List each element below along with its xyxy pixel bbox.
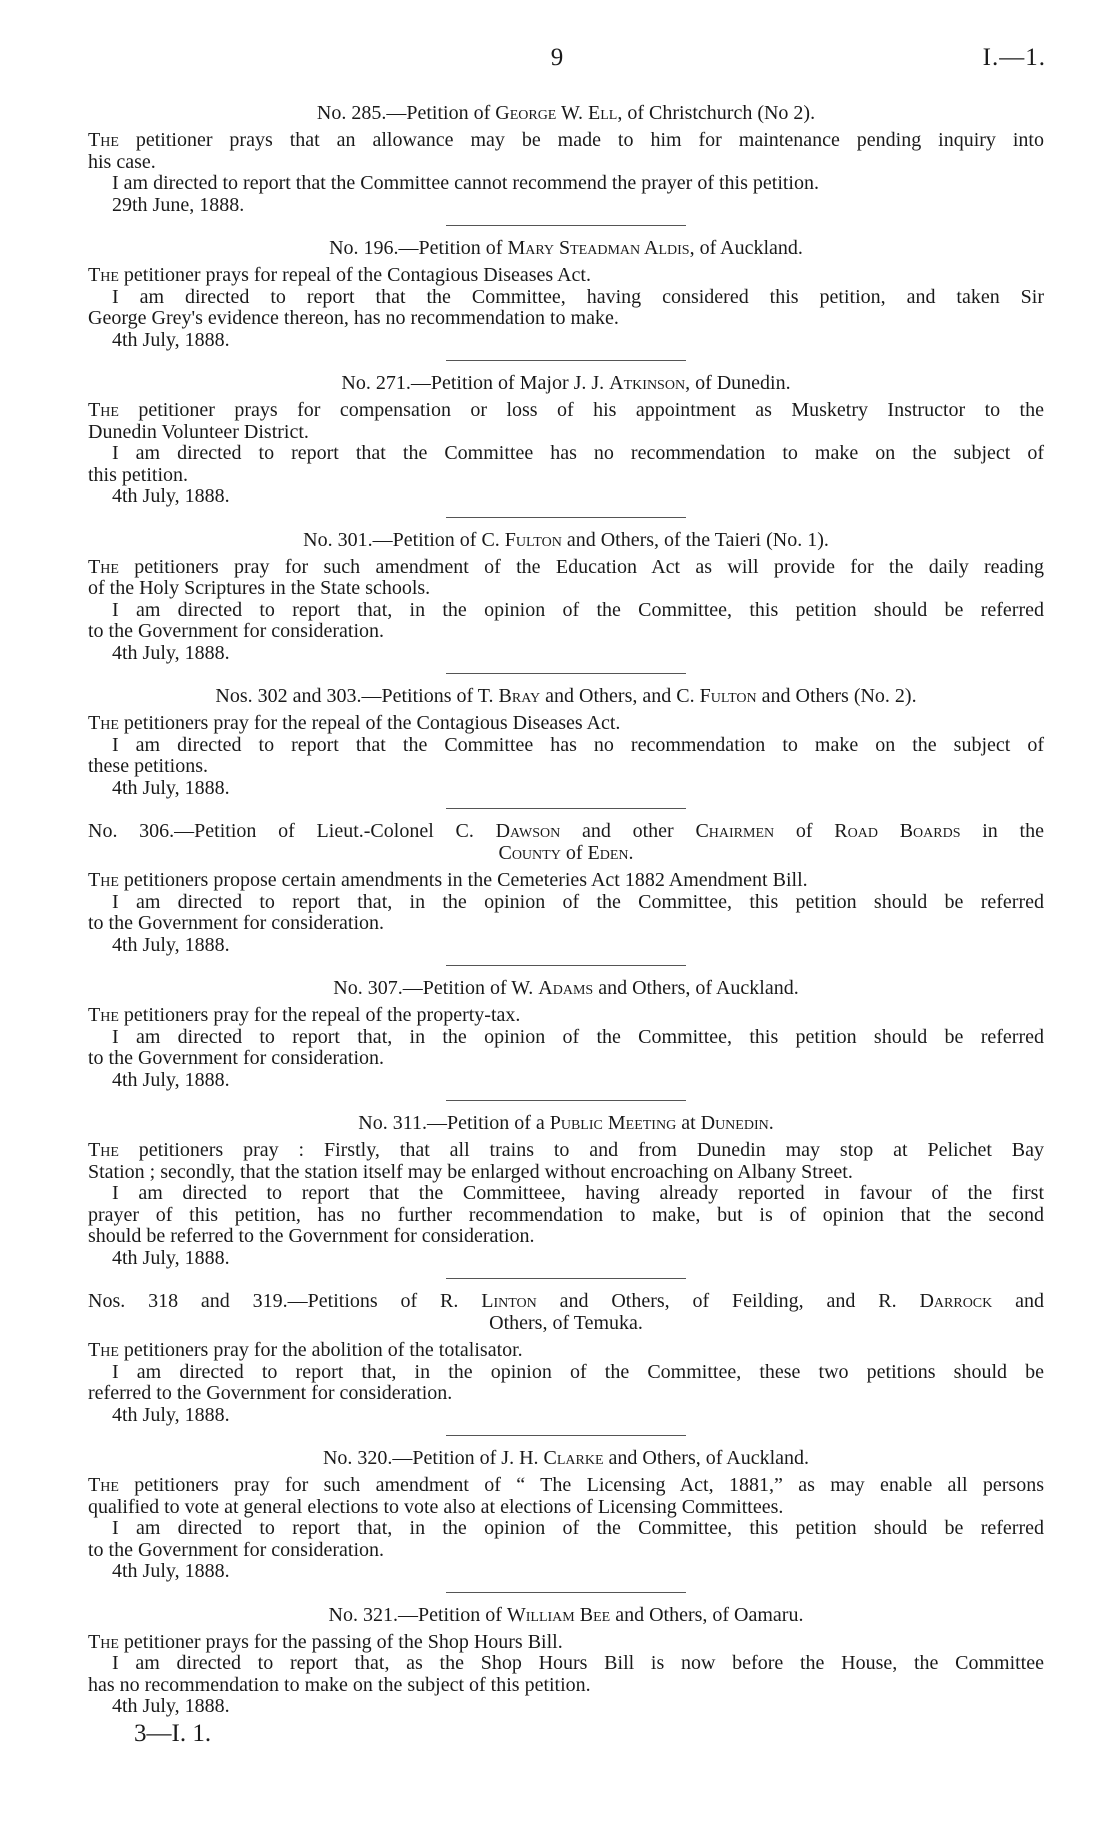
petitioner-name: Dawson <box>495 820 561 842</box>
heading-text: of <box>560 842 588 864</box>
petitioner-name: Dunedin <box>700 1112 769 1134</box>
heading-line <box>88 372 1044 394</box>
text-line <box>88 1497 1044 1519</box>
heading-line <box>88 1112 1044 1134</box>
petitioner-name: Clarke <box>543 1447 604 1469</box>
committee-report <box>88 173 1044 195</box>
heading-text: and Others (No. 2). <box>756 685 917 707</box>
lead-word: The <box>88 1474 119 1496</box>
line-text: I am directed to report that, as the Shop Hours Bill is now before the House, the Committee <box>112 1652 1044 1674</box>
heading-text: , of Dunedin. <box>685 372 791 394</box>
petition-section <box>88 372 1044 508</box>
petitioner-name: Fulton <box>699 685 757 707</box>
heading-line <box>88 1604 1044 1626</box>
heading-text: and Others, of Auckland. <box>603 1447 810 1469</box>
petition-list <box>88 102 1044 1718</box>
petition-heading <box>88 1112 1044 1134</box>
heading-text: and <box>992 1290 1044 1312</box>
text-line <box>88 422 1044 444</box>
text-line <box>88 1383 1044 1405</box>
report-date: 4th July, 1888. <box>112 1560 230 1582</box>
report-date: 29th June, 1888. <box>112 193 245 216</box>
report-date: 4th July, 1888. <box>112 776 230 799</box>
lead-word: The <box>88 264 119 286</box>
petition-heading <box>88 529 1044 551</box>
line-text: referred to the Government for consideration. <box>88 1382 453 1404</box>
text-line <box>88 600 1044 622</box>
text-line <box>88 1475 1044 1497</box>
petition-section <box>88 529 1044 665</box>
lead-word: The <box>88 712 119 734</box>
report-date: 4th July, 1888. <box>112 1068 230 1091</box>
section-divider <box>446 965 686 966</box>
line-text: I am directed to report that, in the opinion of the Committee, this petition should be referred <box>112 598 1044 621</box>
heading-line <box>88 842 1044 864</box>
petition-heading <box>88 1290 1044 1334</box>
section-divider <box>446 1100 686 1101</box>
text-line <box>88 1162 1044 1184</box>
petitioner-name: County <box>498 842 561 864</box>
line-text: to the Government for consideration. <box>88 1047 385 1069</box>
petition-section <box>88 977 1044 1091</box>
heading-text: and Others, of the Taieri (No. 1). <box>561 528 829 551</box>
heading-text: . <box>628 842 634 864</box>
petitioner-name: Mary Steadman Aldis <box>507 237 690 259</box>
line-text: should be referred to the Government for consideration. <box>88 1225 535 1247</box>
committee-report <box>88 1518 1044 1561</box>
line-text: Station ; secondly, that the station itself may be enlarged without encroaching on Albany Street. <box>88 1160 853 1183</box>
section-divider <box>446 517 686 518</box>
line-text: petitioner prays for repeal of the Contagious Diseases Act. <box>118 264 591 286</box>
line-text: petitioners pray for such amendment of the Education Act as will provide for the daily reading <box>118 555 1044 578</box>
line-text: petitioners propose certain amendments in the Cemeteries Act 1882 Amendment Bill. <box>118 869 808 891</box>
heading-text: No. 306.—Petition of Lieut.-Colonel C. <box>88 820 496 842</box>
lead-word: The <box>88 1139 119 1161</box>
petition-heading <box>88 1604 1044 1626</box>
line-text: petitioners pray : Firstly, that all trains to and from Dunedin may stop at Pelichet Bay <box>118 1139 1044 1161</box>
petition-prayer <box>88 400 1044 443</box>
heading-text: , of Christchurch (No 2). <box>617 102 816 124</box>
text-line <box>88 1362 1044 1384</box>
report-date: 4th July, 1888. <box>112 1403 230 1426</box>
petition-prayer <box>88 870 1044 892</box>
line-text: I am directed to report that, in the opinion of the Committee, these two petitions should be <box>112 1360 1044 1383</box>
petition-heading <box>88 977 1044 999</box>
petitioner-name: Bray <box>498 685 541 707</box>
text-line <box>88 1048 1044 1070</box>
committee-report <box>88 1027 1044 1070</box>
text-line <box>88 1675 1044 1697</box>
line-text: these petitions. <box>88 755 208 777</box>
petitioner-name: Road Boards <box>834 820 961 842</box>
text-line <box>88 173 1044 195</box>
lead-word: The <box>88 555 119 578</box>
petition-heading <box>88 820 1044 864</box>
text-line <box>88 1340 1044 1362</box>
line-text: to the Government for consideration. <box>88 1538 385 1561</box>
petition-prayer <box>88 557 1044 600</box>
petition-section <box>88 820 1044 956</box>
text-line <box>88 1540 1044 1562</box>
petition-heading <box>88 102 1044 124</box>
line-text: petitioners pray for the abolition of the totalisator. <box>118 1339 523 1361</box>
line-text: petitioners pray for the repeal of the property-tax. <box>118 1004 521 1026</box>
petition-prayer <box>88 1005 1044 1027</box>
petition-section <box>88 237 1044 351</box>
heading-text: No. 311.—Petition of a <box>358 1112 550 1134</box>
text-line <box>88 870 1044 892</box>
petition-prayer <box>88 1140 1044 1183</box>
heading-text: of <box>774 820 835 842</box>
heading-line <box>88 1312 1044 1334</box>
report-date: 4th July, 1888. <box>112 933 230 956</box>
heading-line <box>88 1290 1044 1312</box>
petition-heading <box>88 685 1044 707</box>
line-text: George Grey's evidence thereon, has no recommendation to make. <box>88 307 619 329</box>
section-divider <box>446 1435 686 1436</box>
petition-section <box>88 1290 1044 1426</box>
text-line <box>88 152 1044 174</box>
printer-signature-mark: 3—I. 1. <box>134 1719 212 1747</box>
petition-prayer <box>88 130 1044 173</box>
line-text: I am directed to report that the Committee has no recommendation to make on the subject of <box>112 733 1044 756</box>
line-text: his case. <box>88 150 156 173</box>
petitioner-name: Public Meeting <box>549 1112 677 1134</box>
report-date: 4th July, 1888. <box>112 641 230 664</box>
committee-report <box>88 1653 1044 1696</box>
petitions-report <box>88 102 1044 1748</box>
petitioner-name: Fulton <box>504 528 562 551</box>
heading-text: . <box>768 1112 774 1134</box>
line-text: I am directed to report that the Committeee, having already reported in favour of the first <box>112 1182 1044 1204</box>
document-reference: I.—1. <box>982 44 1046 71</box>
line-text: this petition. <box>88 463 188 486</box>
committee-report <box>88 1183 1044 1248</box>
line-text: of the Holy Scriptures in the State schools. <box>88 577 431 599</box>
line-text: petitioner prays that an allowance may be made to him for maintenance pending inquiry into <box>118 129 1044 151</box>
petition-section <box>88 1604 1044 1718</box>
petitioner-name: Eden <box>587 842 629 864</box>
petition-heading <box>88 372 1044 394</box>
text-line <box>88 1027 1044 1049</box>
petition-section <box>88 102 1044 216</box>
text-line <box>88 1226 1044 1248</box>
line-text: has no recommendation to make on the subject of this petition. <box>88 1673 591 1696</box>
text-line <box>88 913 1044 935</box>
heading-text: at <box>676 1112 701 1134</box>
lead-word: The <box>88 1339 119 1361</box>
heading-text: No. 301.—Petition of C. <box>303 528 505 551</box>
heading-text: in the <box>960 820 1044 842</box>
section-divider <box>446 1278 686 1279</box>
line-text: to the Government for consideration. <box>88 912 385 934</box>
committee-report <box>88 287 1044 330</box>
petition-section <box>88 685 1044 799</box>
heading-text: No. 196.—Petition of <box>329 237 508 259</box>
text-line <box>88 400 1044 422</box>
heading-line <box>88 820 1044 842</box>
line-text: petitioner prays for the passing of the Shop Hours Bill. <box>118 1630 563 1653</box>
lead-word: The <box>88 129 119 151</box>
heading-text: No. 321.—Petition of <box>328 1603 507 1626</box>
text-line <box>88 130 1044 152</box>
heading-line <box>88 529 1044 551</box>
heading-line <box>88 977 1044 999</box>
committee-report <box>88 443 1044 486</box>
petition-prayer <box>88 1340 1044 1362</box>
line-text: I am directed to report that, in the opinion of the Committee, this petition should be referred <box>112 1025 1044 1048</box>
text-line <box>88 1653 1044 1675</box>
text-line <box>88 621 1044 643</box>
petitioner-name: Chairmen <box>695 820 775 842</box>
line-text: petitioner prays for compensation or loss of his appointment as Musketry Instructor to the <box>118 399 1044 421</box>
text-line <box>88 443 1044 465</box>
petition-heading <box>88 1447 1044 1469</box>
petitioner-name: William Bee <box>506 1603 611 1626</box>
text-line <box>88 1632 1044 1654</box>
petitioner-name: Atkinson <box>609 372 686 394</box>
heading-text: and Others, of Auckland. <box>593 977 799 999</box>
petition-prayer <box>88 1475 1044 1518</box>
line-text: qualified to vote at general elections to vote also at elections of Licensing Committees. <box>88 1495 784 1518</box>
text-line <box>88 1005 1044 1027</box>
text-line <box>88 465 1044 487</box>
line-text: petitioners pray for such amendment of “ The Licensing Act, 1881,” as may enable all persons <box>118 1474 1044 1496</box>
report-date: 4th July, 1888. <box>112 328 230 351</box>
page-number: 9 <box>550 44 564 71</box>
committee-report <box>88 892 1044 935</box>
line-text: prayer of this petition, has no further recommendation to make, but is of opinion that the second <box>88 1203 1044 1226</box>
text-line <box>88 308 1044 330</box>
text-line <box>88 1140 1044 1162</box>
heading-text: No. 271.—Petition of Major J. J. <box>341 372 610 394</box>
text-line <box>88 557 1044 579</box>
heading-text: Nos. 318 and 319.—Petitions of R. <box>88 1290 482 1312</box>
line-text: petitioners pray for the repeal of the Contagious Diseases Act. <box>118 712 621 734</box>
line-text: Dunedin Volunteer District. <box>88 420 309 443</box>
section-divider <box>446 808 686 809</box>
petition-heading <box>88 237 1044 259</box>
heading-text: and Others, and C. <box>540 685 700 707</box>
report-date: 4th July, 1888. <box>112 485 230 507</box>
text-line <box>88 735 1044 757</box>
heading-text: No. 307.—Petition of W. <box>333 977 539 999</box>
section-divider <box>446 673 686 674</box>
heading-text: and Others, of Oamaru. <box>610 1603 804 1626</box>
petition-prayer <box>88 265 1044 287</box>
petitioner-name: George W. Ell <box>495 102 618 124</box>
report-date: 4th July, 1888. <box>112 1695 230 1717</box>
committee-report <box>88 1362 1044 1405</box>
heading-text: No. 285.—Petition of <box>316 102 496 124</box>
lead-word: The <box>88 869 119 891</box>
heading-line <box>88 1447 1044 1469</box>
heading-text: and other <box>560 820 696 842</box>
lead-word: The <box>88 399 119 421</box>
text-line <box>88 1183 1044 1205</box>
committee-report <box>88 735 1044 778</box>
line-text: I am directed to report that the Committee, having considered this petition, and taken Sir <box>112 285 1044 308</box>
petition-prayer <box>88 713 1044 735</box>
text-line <box>88 287 1044 309</box>
petitioner-name: Linton <box>481 1290 537 1312</box>
section-divider <box>446 1592 686 1593</box>
heading-line <box>88 685 1044 707</box>
committee-report <box>88 600 1044 643</box>
line-text: to the Government for consideration. <box>88 620 385 642</box>
text-line <box>88 892 1044 914</box>
text-line <box>88 756 1044 778</box>
line-text: I am directed to report that, in the opinion of the Committee, this petition should be referred <box>112 890 1044 913</box>
heading-text: and Others, of Feilding, and R. <box>536 1290 920 1312</box>
section-divider <box>446 225 686 226</box>
text-line <box>88 1518 1044 1540</box>
line-text: I am directed to report that, in the opinion of the Committee, this petition should be referred <box>112 1517 1044 1539</box>
section-divider <box>446 360 686 361</box>
lead-word: The <box>88 1004 119 1026</box>
text-line <box>88 1205 1044 1227</box>
petitioner-name: Adams <box>538 977 594 999</box>
text-line <box>88 713 1044 735</box>
heading-line <box>88 237 1044 259</box>
lead-word: The <box>88 1630 119 1653</box>
line-text: I am directed to report that the Committee cannot recommend the prayer of this petition. <box>112 172 819 194</box>
heading-text: Others, of Temuka. <box>489 1312 643 1334</box>
heading-line <box>88 102 1044 124</box>
report-date: 4th July, 1888. <box>112 1246 230 1269</box>
petition-section <box>88 1447 1044 1583</box>
line-text: I am directed to report that the Committee has no recommendation to make on the subject of <box>112 442 1044 464</box>
heading-text: Nos. 302 and 303.—Petitions of T. <box>215 685 499 707</box>
heading-text: , of Auckland. <box>689 237 803 259</box>
petition-section <box>88 1112 1044 1269</box>
petitioner-name: Darrock <box>919 1290 993 1312</box>
heading-text: No. 320.—Petition of J. H. <box>322 1447 544 1469</box>
petition-prayer <box>88 1632 1044 1654</box>
text-line <box>88 265 1044 287</box>
text-line <box>88 578 1044 600</box>
